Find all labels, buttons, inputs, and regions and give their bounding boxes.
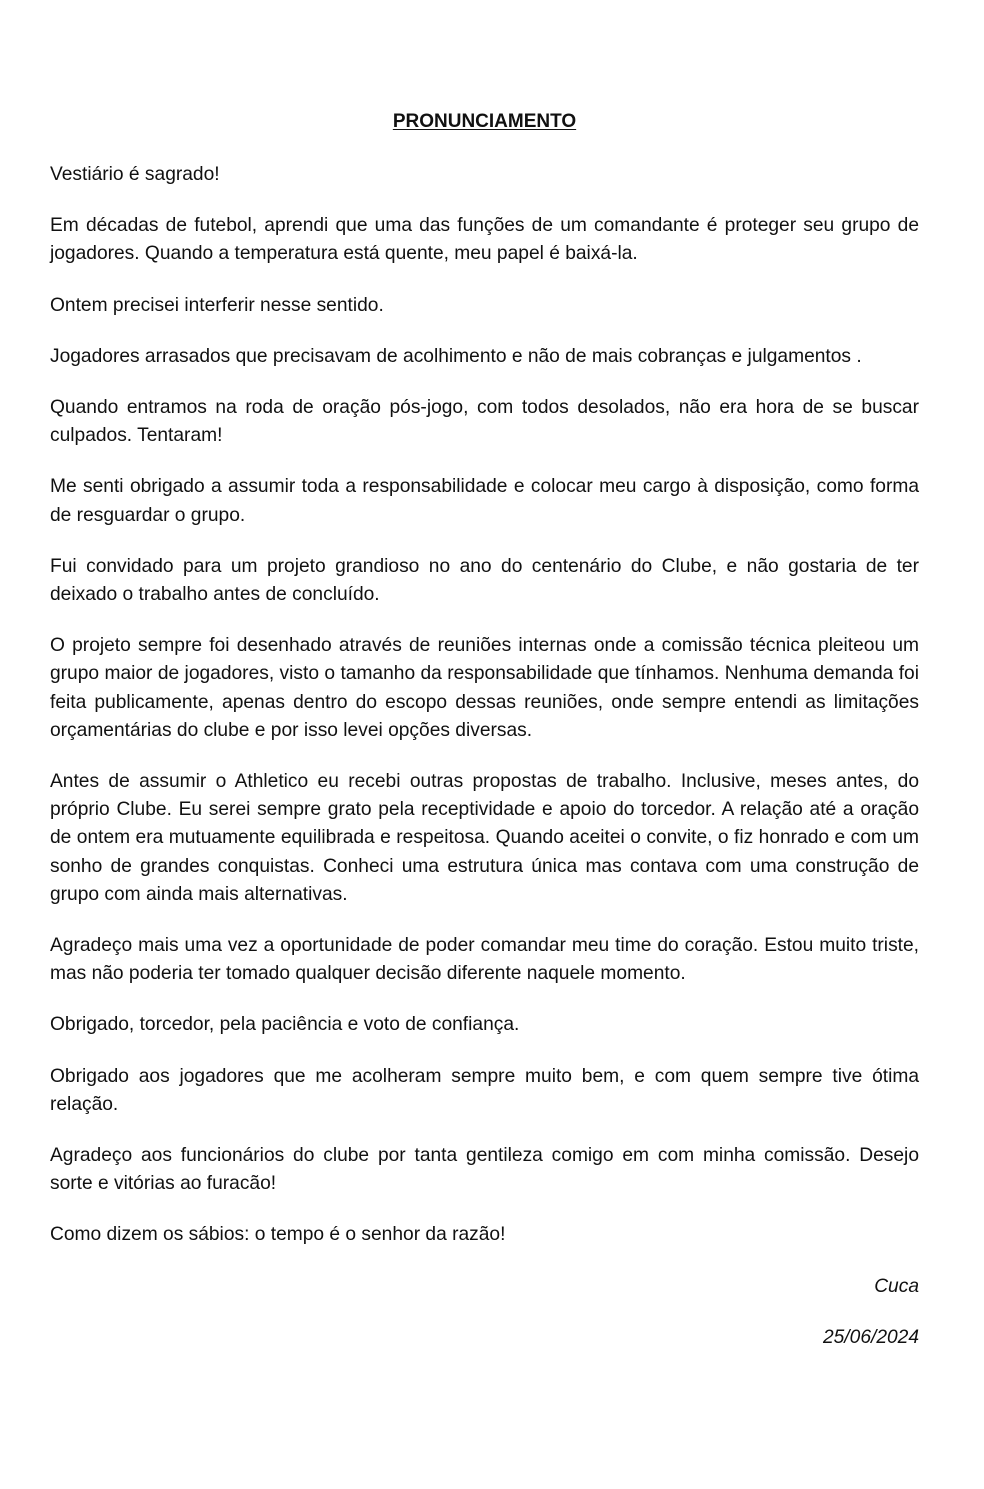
- paragraph-8: O projeto sempre foi desenhado através de reuniões internas onde a comissão técnica pleiteou um grupo maior de jogadores, visto o tamanho da responsabilidade que tínhamos. Nenhuma demanda foi feita publicamente, apenas dentro do escopo dessas reuniões, onde sempre entendi as limitações orçamentárias do clube e por isso levei opções diversas.: [50, 635, 919, 741]
- paragraph-14: Como dizem os sábios: o tempo é o senhor da razão!: [50, 1224, 506, 1246]
- paragraph-10: Agradeço mais uma vez a oportunidade de poder comandar meu time do coração. Estou muito triste, mas não poderia ter tomado qualquer decisão diferente naquele momento.: [50, 935, 919, 985]
- document-page: [50, 108, 919, 1352]
- document-title: PRONUNCIAMENTO: [392, 111, 577, 132]
- paragraph-13: Agradeço aos funcionários do clube por tanta gentileza comigo em com minha comissão. Desejo sorte e vitórias ao furacão!: [50, 1145, 919, 1195]
- paragraph-2: Em décadas de futebol, aprendi que uma das funções de um comandante é proteger seu grupo de jogadores. Quando a temperatura está quente, meu papel é baixá-la.: [50, 215, 919, 265]
- document-date: 25/06/2024: [822, 1326, 919, 1348]
- paragraph-5: Quando entramos na roda de oração pós-jogo, com todos desolados, não era hora de se buscar culpados. Tentaram!: [50, 397, 919, 447]
- paragraph-3: Ontem precisei interferir nesse sentido.: [50, 294, 384, 316]
- paragraph-1: Vestiário é sagrado!: [50, 164, 220, 185]
- paragraph-7: Fui convidado para um projeto grandioso no ano do centenário do Clube, e não gostaria de ter deixado o trabalho antes de concluído.: [50, 555, 919, 606]
- signature: Cuca: [874, 1275, 919, 1297]
- paragraph-12: Obrigado aos jogadores que me acolheram sempre muito bem, e com quem sempre tive ótima relação.: [50, 1065, 919, 1115]
- paragraph-9: Antes de assumir o Athletico eu recebi outras propostas de trabalho. Inclusive, meses antes, do próprio Clube. Eu serei sempre grato pela receptividade e apoio do torcedor. A relação até a oração de ontem era mutuamente equilibrada e respeitosa. Quando aceitei o convite, o fiz honrado e com um sonho de grandes conquistas. Conheci uma estrutura única mas contava com uma construção de grupo com ainda mais alternativas.: [50, 771, 919, 905]
- paragraph-11: Obrigado, torcedor, pela paciência e voto de confiança.: [50, 1014, 520, 1036]
- paragraph-4: Jogadores arrasados que precisavam de acolhimento e não de mais cobranças e julgamentos .: [50, 345, 862, 367]
- paragraph-6: Me senti obrigado a assumir toda a responsabilidade e colocar meu cargo à disposição, como forma de resguardar o grupo.: [50, 476, 919, 526]
